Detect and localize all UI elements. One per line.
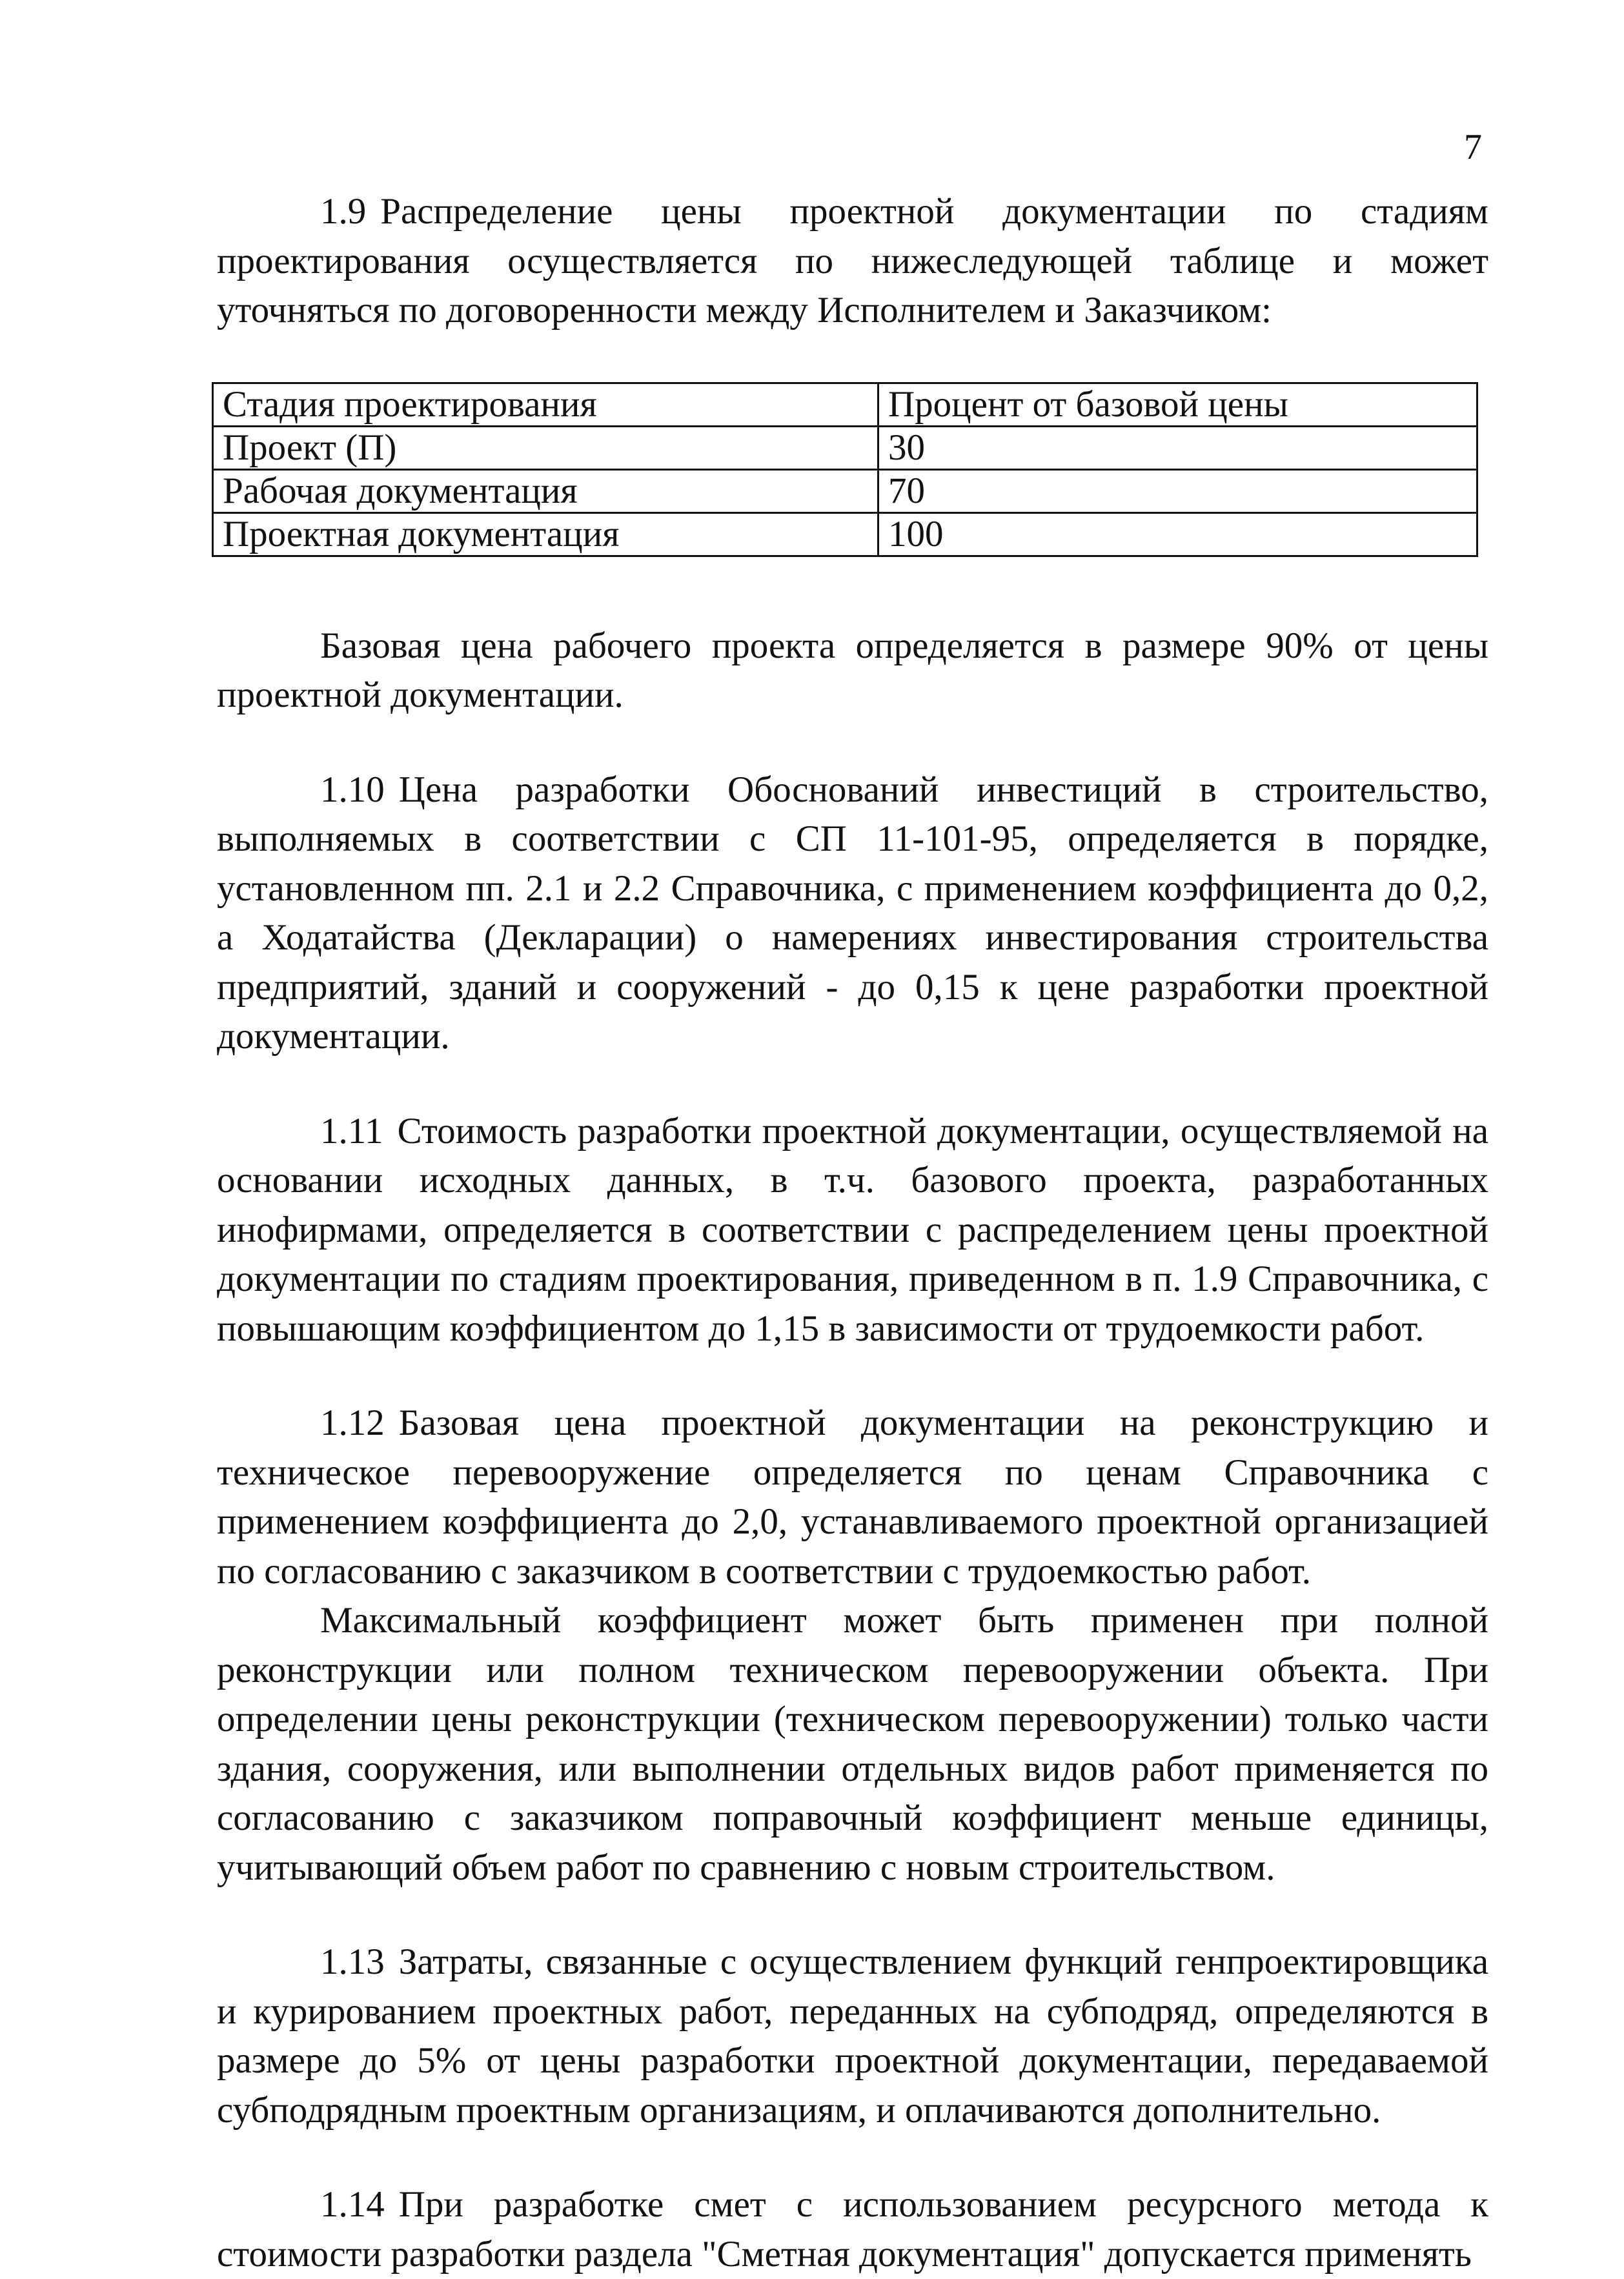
table-cell-percent: 100 [878,512,1477,556]
section-text: При разработке смет с использованием ресурсного метода к стоимости разработки раздела "Сметная документация" допускается применять [217,2184,1488,2274]
document-body [217,187,1488,2279]
section-text: Затраты, связанные с осуществлением функций генпроектировщика и курированием проектных работ, переданных на субподряд, определяются в размере до 5% от цены разработки проектной документации, передаваемой субподрядным проектным организациям, и оплачиваются дополнительно. [217,1941,1488,2131]
section-number: 1.11 [320,1110,383,1151]
table-cell-stage: Проектная документация [213,512,878,556]
table-row [213,469,1477,512]
section-text: Цена разработки Обоснований инвестиций в строительство, выполняемых в соответствии с СП 11-101-95, определяется в порядке, установленном пп. 2.1 и 2.2 Справочника, с применением коэффициента до 0,2, а Ходатайства (Декларации) о намерениях инвестирования строительства предприятий, зданий и сооружений - до 0,15 к цене разработки проектной документации. [217,769,1488,1057]
table-header-percent: Процент от базовой цены [878,383,1477,426]
base-price-note: Базовая цена рабочего проекта определяется в размере 90% от цены проектной документации. [217,625,1488,715]
section-text: Стоимость разработки проектной документации, осуществляемой на основании исходных данных, в т.ч. базового проекта, разработанных инофирмами, определяется в соответствии с распределением цены проектной документации по стадиям проектирования, приведенном в п. 1.9 Справочника, с повышающим коэффициентом до 1,15 в зависимости от трудоемкости работ. [217,1110,1488,1349]
section-1-14 [217,2180,1488,2279]
section-1-13 [217,1938,1488,2135]
section-number: 1.10 [320,769,385,810]
section-number: 1.9 [320,191,367,232]
table-row [213,426,1477,469]
section-number: 1.13 [320,1941,385,1982]
section-1-12 [217,1399,1488,1596]
section-1-9 [217,187,1488,336]
section-text: Распределение цены проектной документации по стадиям проектирования осуществляется по нижеследующей таблице и может уточняться по договоренности между Исполнителем и Заказчиком: [217,191,1488,330]
table-header-row [213,383,1477,426]
section-1-11 [217,1107,1488,1354]
section-text: Базовая цена проектной документации на реконструкцию и техническое перевооружение определяется по ценам Справочника с применением коэффициента до 2,0, устанавливаемого проектной организацией по согласованию с заказчиком в соответствии с трудоемкостью работ. [217,1403,1488,1592]
table-cell-percent: 30 [878,426,1477,469]
table-cell-stage: Рабочая документация [213,469,878,512]
page-number: 7 [1464,127,1482,167]
table-header-stage: Стадия проектирования [213,383,878,426]
section-number: 1.14 [320,2184,385,2225]
table-cell-stage: Проект (П) [213,426,878,469]
section-number: 1.12 [320,1403,385,1443]
section-1-12-continuation: Максимальный коэффициент может быть применен при полной реконструкции или полном техническом перевооружении объекта. При определении цены реконструкции (техническом перевооружении) только части здания, сооружения, или выполнении отдельных видов работ применяется по согласованию с заказчиком поправочный коэффициент меньше единицы, учитывающий объем работ по сравнению с новым строительством. [217,1600,1488,1888]
stage-percent-table [212,382,1478,557]
section-1-10 [217,765,1488,1062]
table-cell-percent: 70 [878,469,1477,512]
table-row [213,512,1477,556]
